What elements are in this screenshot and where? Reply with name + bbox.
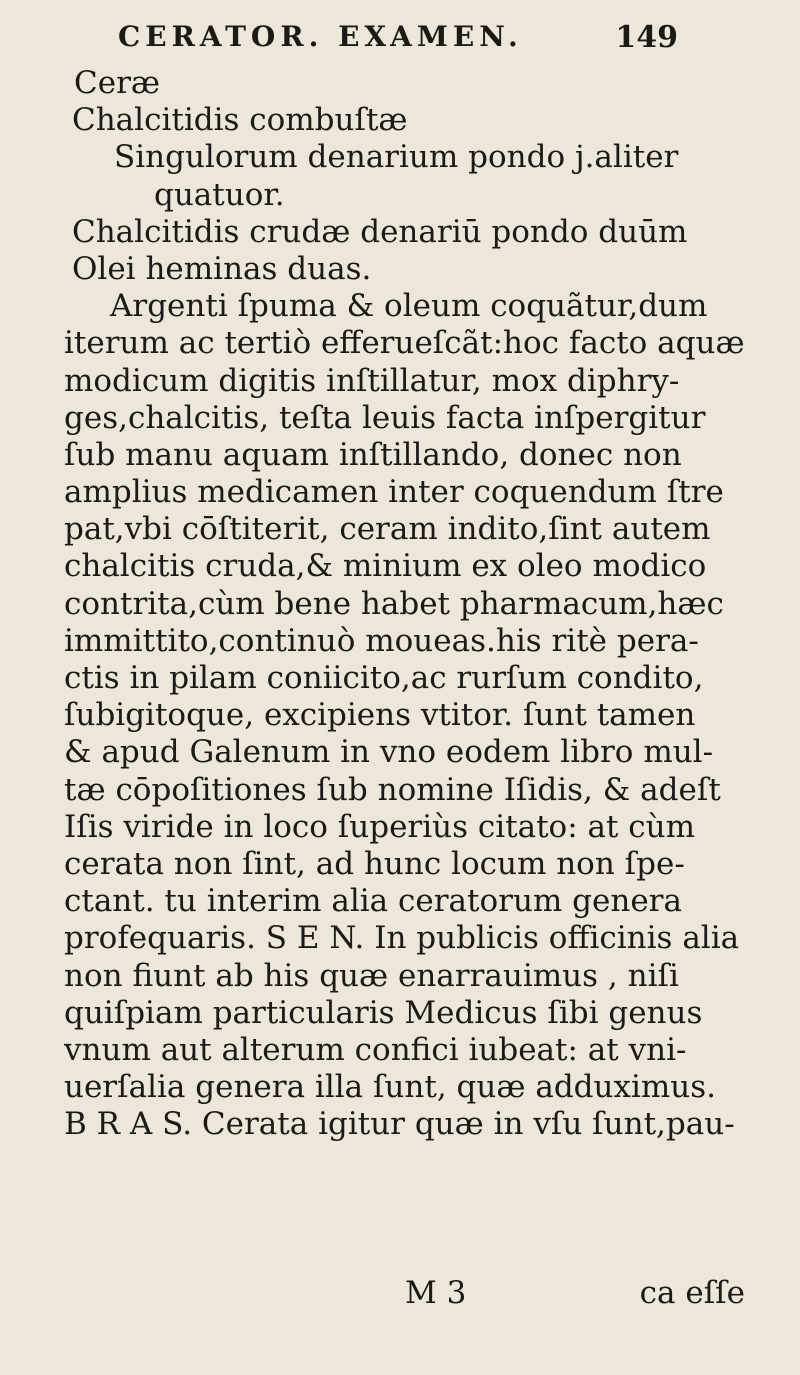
page-footer: [405, 1275, 745, 1315]
text-line: tæ cōpoſitiones ſub nomine Iſidis, & adeſt: [64, 771, 721, 808]
text-line: Singulorum denarium pondo j.aliter: [114, 139, 679, 176]
text-line: Chalcitidis crudæ denariū pondo duūm: [72, 213, 688, 250]
text-line: cerata non ſint, ad hunc locum non ſpe-: [64, 845, 685, 882]
text-line: contrita,cùm bene habet pharmacum,hæc: [64, 585, 724, 622]
text-line: immittito,continuò moueas.his ritè pera-: [64, 622, 699, 659]
text-line: uerſalia genera illa ſunt, quæ adduximus.: [64, 1069, 717, 1106]
text-line: quatuor.: [154, 176, 285, 213]
text-line: profequaris. S E N. In publicis officinis alia: [64, 920, 740, 957]
text-line: vnum aut alterum confici iubeat: at vni-: [64, 1031, 687, 1068]
page-header: [118, 20, 678, 56]
text-line: iterum ac tertiò efferueſcãt:hoc facto aquæ: [64, 325, 745, 362]
running-title: CERATOR. EXAMEN.: [118, 20, 523, 53]
body-text: [64, 65, 764, 1143]
signature-mark: M 3: [405, 1275, 467, 1311]
text-line: ges,chalcitis, teſta leuis facta inſpergitur: [64, 399, 706, 436]
text-line: pat,vbi cōſtiterit, ceram indito,ſint autem: [64, 511, 711, 548]
text-line: Olei heminas duas.: [72, 250, 372, 287]
text-line: ctant. tu interim alia ceratorum genera: [64, 883, 682, 920]
text-line: quiſpiam particularis Medicus ſibi genus: [64, 994, 703, 1031]
text-line: chalcitis cruda,& minium ex oleo modico: [64, 548, 707, 585]
text-line: amplius medicamen inter coquendum ſtre: [64, 474, 724, 511]
text-line: ſub manu aquam inſtillando, donec non: [64, 436, 682, 473]
text-line: & apud Galenum in vno eodem libro mul-: [64, 734, 714, 771]
text-line: ctis in pilam coniicito,ac rurſum condito,: [64, 660, 704, 696]
text-line: Ceræ: [74, 65, 161, 101]
text-line: Argenti ſpuma & oleum coquãtur,dum: [110, 288, 708, 325]
text-line: non fiunt ab his quæ enarrauimus , niſi: [64, 957, 679, 994]
text-line: modicum digitis inſtillatur, mox diphry-: [64, 362, 680, 399]
page-number: 149: [615, 20, 678, 55]
text-line: Iſis viride in loco ſuperiùs citato: at cùm: [64, 808, 696, 845]
text-line: B R A S. Cerata igitur quæ in vſu ſunt,pau-: [64, 1106, 735, 1143]
catchword: ca eſſe: [639, 1275, 745, 1311]
text-line: Chalcitidis combuſtæ: [72, 102, 408, 139]
text-line: ſubigitoque, excipiens vtitor. ſunt tamen: [64, 697, 696, 734]
